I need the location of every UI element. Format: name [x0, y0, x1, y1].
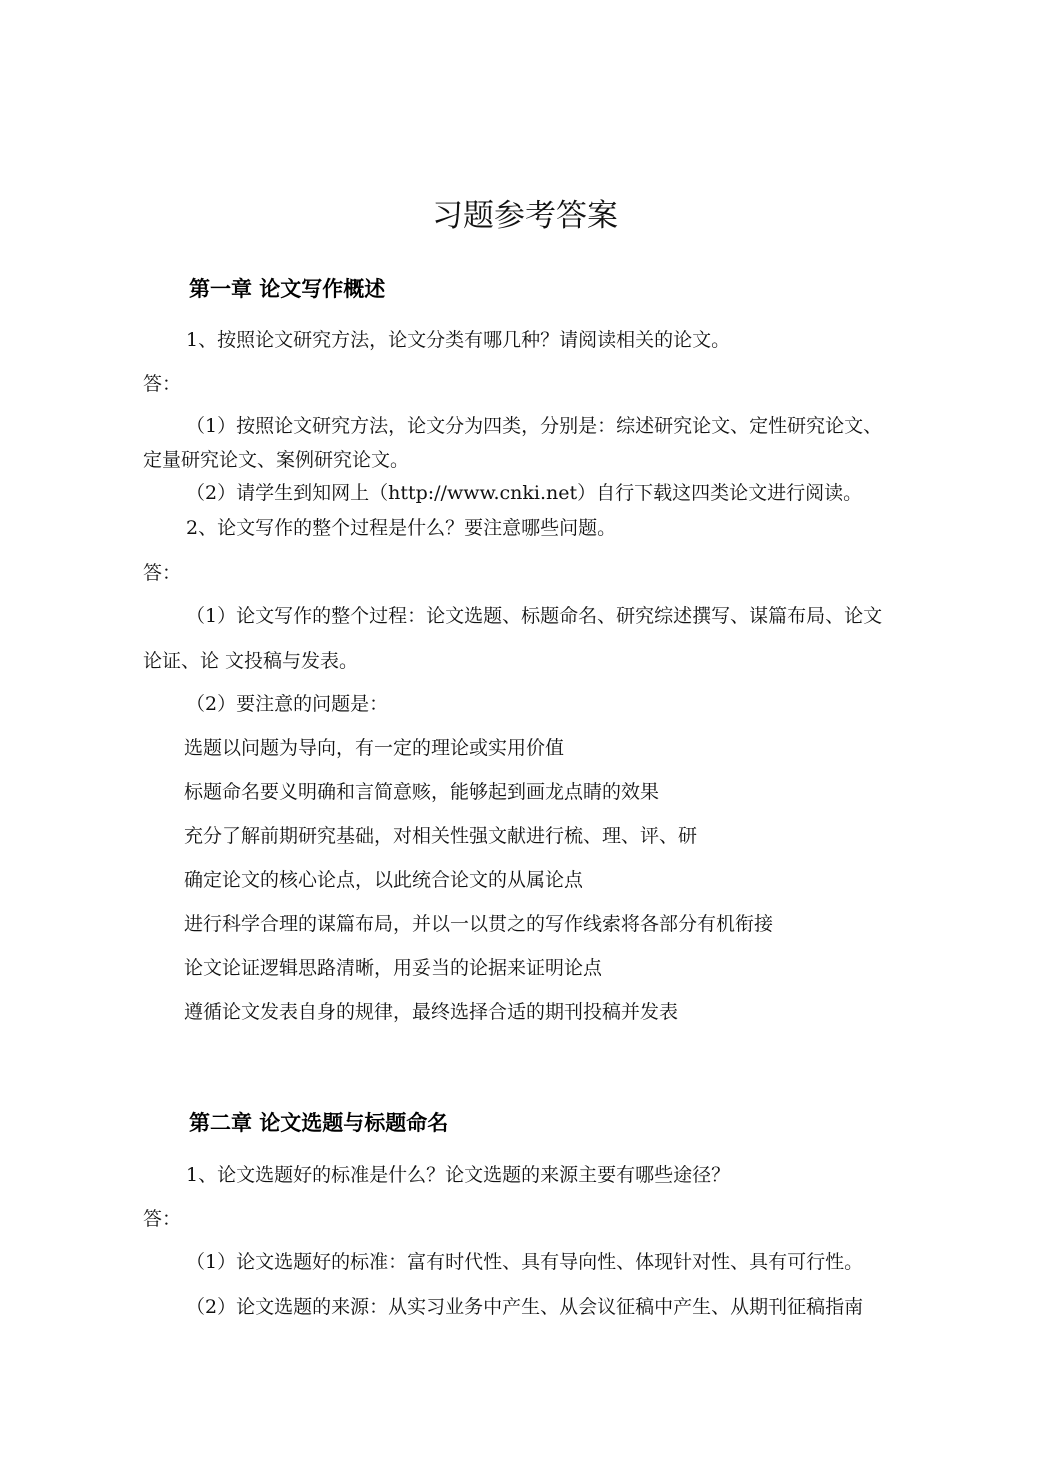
ch1-point-6: 论文论证逻辑思路清晰，用妥当的论据来证明论点	[184, 957, 603, 979]
ch1-q2-answer-1-line-2: 论证、论 文投稿与发表。	[143, 650, 359, 672]
ch1-q2-answer-label: 答：	[143, 562, 182, 584]
ch1-point-1: 选题以问题为导向，有一定的理论或实用价值	[184, 737, 565, 759]
ch1-q1-answer-2: （2）请学生到知网上（http://www.cnki.net）自行下载这四类论文进行阅读。	[186, 482, 863, 504]
page-title: 习题参考答案	[432, 198, 618, 234]
ch2-q1-answer-label: 答：	[143, 1208, 182, 1230]
chapter-1-heading: 第一章 论文写作概述	[189, 277, 386, 301]
ch2-q1-answer-2: （2）论文选题的来源：从实习业务中产生、从会议征稿中产生、从期刊征稿指南	[186, 1296, 864, 1318]
ch2-question-1: 1、论文选题好的标准是什么？论文选题的来源主要有哪些途径？	[186, 1164, 731, 1186]
ch1-q1-answer-1-line-1: （1）按照论文研究方法，论文分为四类，分别是：综述研究论文、定性研究论文、	[186, 415, 883, 437]
ch1-q1-answer-label: 答：	[143, 373, 182, 395]
ch1-point-7: 遵循论文发表自身的规律，最终选择合适的期刊投稿并发表	[184, 1001, 679, 1023]
ch1-q2-answer-1-line-1: （1）论文写作的整个过程：论文选题、标题命名、研究综述撰写、谋篇布局、论文	[186, 605, 883, 627]
ch1-point-4: 确定论文的核心论点，以此统合论文的从属论点	[184, 869, 584, 891]
chapter-2-heading: 第二章 论文选题与标题命名	[189, 1111, 449, 1135]
ch2-q1-answer-1: （1）论文选题好的标准：富有时代性、具有导向性、体现针对性、具有可行性。	[186, 1251, 864, 1273]
ch1-q2-answer-2: （2）要注意的问题是：	[186, 693, 389, 715]
ch1-point-2: 标题命名要义明确和言简意赅，能够起到画龙点睛的效果	[184, 781, 660, 803]
ch1-q1-answer-1-line-2: 定量研究论文、案例研究论文。	[143, 449, 410, 471]
ch1-point-5: 进行科学合理的谋篇布局，并以一以贯之的写作线索将各部分有机衔接	[184, 913, 774, 935]
ch1-question-2: 2、论文写作的整个过程是什么？要注意哪些问题。	[186, 517, 617, 539]
ch1-question-1: 1、按照论文研究方法，论文分类有哪几种？请阅读相关的论文。	[186, 329, 731, 351]
ch1-point-3: 充分了解前期研究基础，对相关性强文献进行梳、理、评、研	[184, 825, 698, 847]
